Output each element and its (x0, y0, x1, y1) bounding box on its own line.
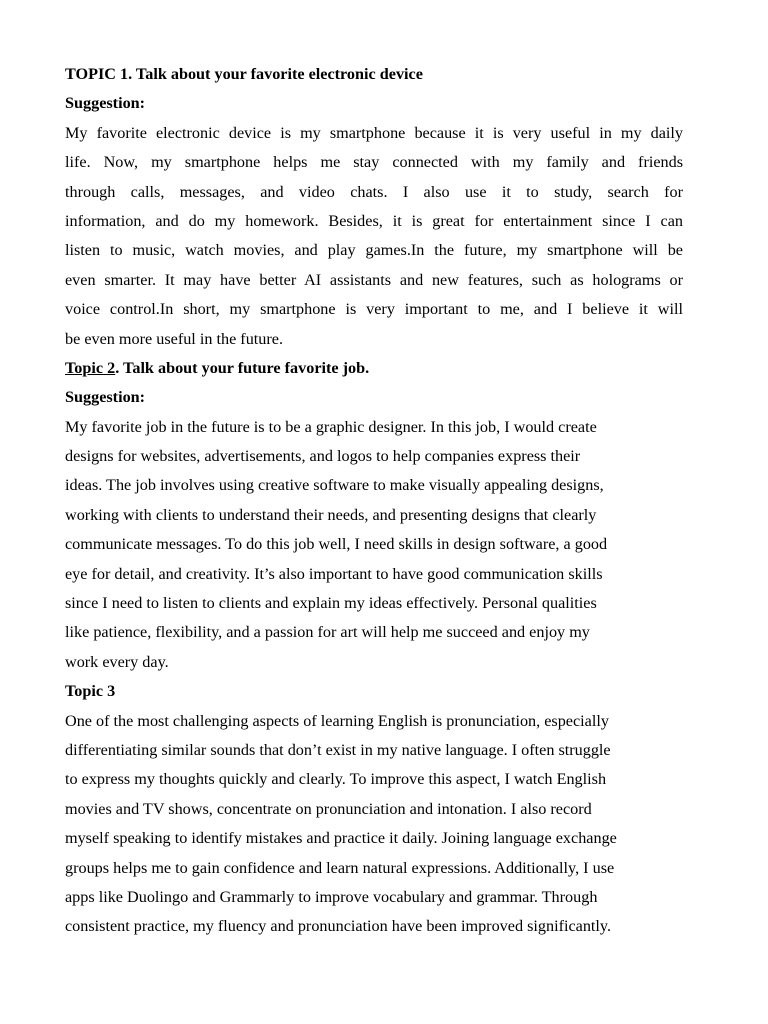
paragraph-line: apps like Duolingo and Grammarly to improve vocabulary and grammar. Through (65, 887, 598, 906)
topic-1-heading: TOPIC 1. Talk about your favorite electronic device (65, 65, 423, 83)
paragraph-line: myself speaking to identify mistakes and practice it daily. Joining language exchange (65, 829, 617, 848)
paragraph-line: since I need to listen to clients and explain my ideas effectively. Personal qualities (65, 594, 597, 613)
topic-2-heading-title: . Talk about your future favorite job. (115, 358, 370, 377)
paragraph-line: be even more useful in the future. (65, 329, 284, 348)
topic-2-heading-label: Topic 2 (65, 358, 116, 377)
paragraph-line: work every day. (65, 652, 169, 671)
paragraph-line: ideas. The job involves using creative software to make visually appealing designs, (65, 476, 604, 495)
paragraph-line: life. Now, my smartphone helps me stay connected with my family and friends (65, 153, 683, 172)
paragraph-line: My favorite electronic device is my smartphone because it is very useful in my daily (65, 123, 683, 142)
paragraph-line: through calls, messages, and video chats. I also use it to study, search for (65, 182, 683, 201)
paragraph-line: even smarter. It may have better AI assistants and new features, such as holograms or (65, 270, 683, 289)
paragraph-line: working with clients to understand their needs, and presenting designs that clearly (65, 505, 597, 524)
paragraph-line: eye for detail, and creativity. It’s also important to have good communication skills (65, 564, 603, 583)
topic-2-paragraph (65, 413, 683, 678)
paragraph-line: differentiating similar sounds that don’t exist in my native language. I often struggle (65, 740, 611, 759)
paragraph-line: movies and TV shows, concentrate on pronunciation and intonation. I also record (65, 799, 592, 818)
topic-1-paragraph (65, 119, 683, 354)
paragraph-line: designs for websites, advertisements, and logos to help companies express their (65, 447, 581, 466)
paragraph-line: consistent practice, my fluency and pronunciation have been improved significantly. (65, 917, 612, 936)
topic-3-heading: Topic 3 (65, 682, 116, 701)
paragraph-line: listen to music, watch movies, and play games.In the future, my smartphone will be (65, 241, 683, 260)
paragraph-line: groups helps me to gain confidence and learn natural expressions. Additionally, I use (65, 858, 615, 877)
topic-2-heading (65, 354, 683, 383)
paragraph-line: like patience, flexibility, and a passion for art will help me succeed and enjoy my (65, 623, 590, 642)
topic-2-suggestion-label: Suggestion: (65, 388, 146, 407)
paragraph-line: to express my thoughts quickly and clearly. To improve this aspect, I watch English (65, 770, 607, 789)
paragraph-line: information, and do my homework. Besides, it is great for entertainment since I can (65, 211, 683, 230)
paragraph-line: voice control.In short, my smartphone is very important to me, and I believe it will (65, 300, 683, 319)
paragraph-line: One of the most challenging aspects of learning English is pronunciation, especially (65, 711, 609, 730)
topic-1-suggestion-label: Suggestion: (65, 94, 146, 113)
topic-3-paragraph (65, 707, 683, 942)
paragraph-line: communicate messages. To do this job well, I need skills in design software, a good (65, 535, 608, 554)
paragraph-line: My favorite job in the future is to be a graphic designer. In this job, I would create (65, 417, 597, 436)
document-page (65, 60, 683, 942)
